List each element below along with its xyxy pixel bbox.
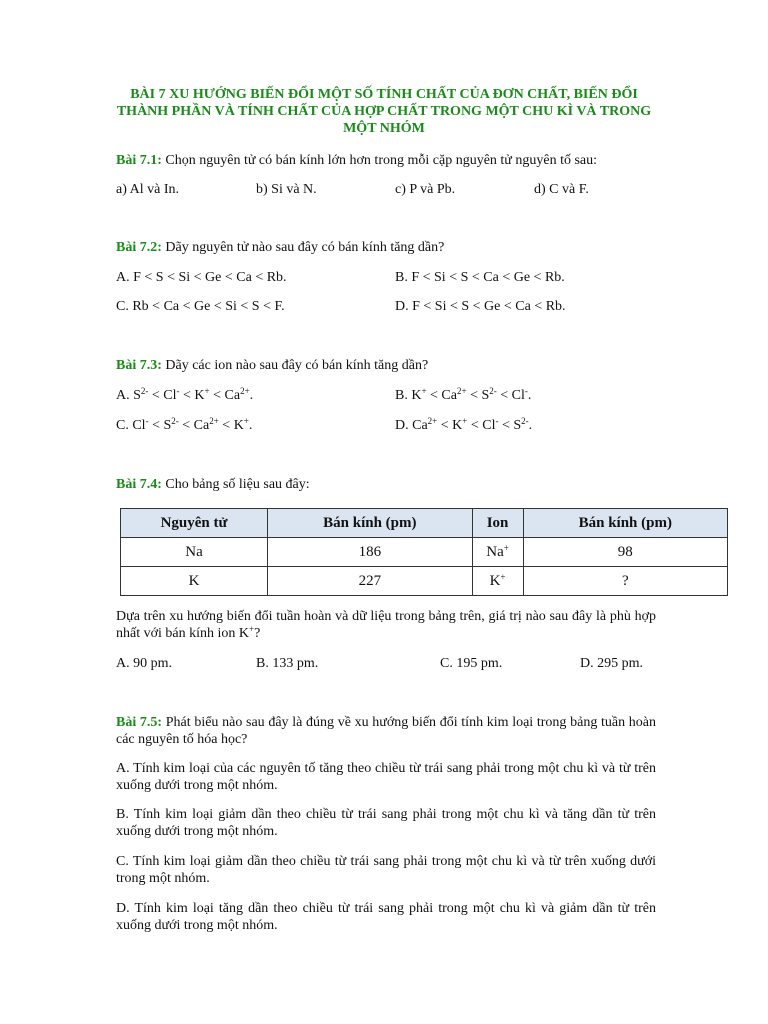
question-label: Bài 7.2: — [116, 240, 162, 255]
option-7-5-d: D. Tính kim loại tăng dần theo chiều từ trái sang phải trong một chu kì và giảm dần từ trên xuống dưới trong một nhóm. — [116, 901, 656, 933]
table-cell: K — [121, 567, 268, 596]
option-7-1-d: d) C và F. — [534, 182, 589, 197]
question-label: Bài 7.5: — [116, 715, 163, 730]
option-7-3-a: A. $S^{2-} < Cl^- < K^+ < Ca^{2+}$. — [116, 386, 254, 403]
question-7-4 — [116, 476, 310, 493]
question-7-5 — [116, 714, 656, 748]
question-label: Bài 7.3: — [116, 358, 162, 373]
option-7-5-b: B. Tính kim loại giảm dần theo chiều từ trái sang phải trong một chu kì và tăng dần từ trên xuống dưới trong một nhóm. — [116, 807, 656, 839]
option-7-1-a: a) Al và In. — [116, 182, 179, 197]
option-7-3-b: B. $K^+ < Ca^{2+} < S^{2-} < Cl^-$. — [395, 386, 532, 403]
table-header: Ion — [472, 509, 523, 538]
option-7-4-b: B. 133 pm. — [256, 656, 319, 671]
table-cell: 98 — [523, 538, 727, 567]
question-text: Chọn nguyên tử có bán kính lớn hơn trong mỗi cặp nguyên tử nguyên tố sau: — [161, 153, 598, 168]
question-7-4-prompt: Dựa trên xu hướng biến đổi tuần hoàn và dữ liệu trong bảng trên, giá trị nào sau đây là phù hợp nhất với bán kính ion K+? — [116, 609, 656, 641]
question-text: Dãy các ion nào sau đây có bán kính tăng dần? — [161, 358, 429, 373]
question-text: Cho bảng số liệu sau đây: — [161, 477, 310, 492]
table-cell: K+ — [472, 567, 523, 596]
question-text: Phát biểu nào sau đây là đúng về xu hướng biến đổi tính kim loại trong bảng tuần hoàn các nguyên tố hóa học? — [116, 715, 656, 747]
table-cell: Na+ — [472, 538, 523, 567]
table-header: Bán kính (pm) — [523, 509, 727, 538]
option-7-1-b: b) Si và N. — [256, 182, 317, 197]
option-7-3-c: C. $Cl^- < S^{2-} < Ca^{2+} < K^+$. — [116, 416, 253, 433]
table-row — [121, 538, 728, 567]
question-7-2 — [116, 239, 444, 256]
table-header: Bán kính (pm) — [268, 509, 472, 538]
question-7-3 — [116, 357, 428, 374]
option-7-4-d: D. 295 pm. — [580, 656, 643, 671]
table-row — [121, 567, 728, 596]
table-cell: 227 — [268, 567, 472, 596]
option-7-4-a: A. 90 pm. — [116, 656, 172, 671]
radius-table — [120, 508, 728, 596]
question-text: Dãy nguyên tử nào sau đây có bán kính tăng dần? — [161, 240, 445, 255]
question-label: Bài 7.4: — [116, 477, 162, 492]
option-7-5-a: A. Tính kim loại của các nguyên tố tăng theo chiều từ trái sang phải trong một chu kì và từ trên xuống dưới trong một nhóm. — [116, 761, 656, 793]
table-header-row — [121, 509, 728, 538]
question-label: Bài 7.1: — [116, 153, 162, 168]
option-7-2-a: A. F < S < Si < Ge < Ca < Rb. — [116, 270, 287, 285]
option-7-5-c: C. Tính kim loại giảm dần theo chiều từ trái sang phải trong một chu kì và từ trên xuống dưới trong một nhóm. — [116, 854, 656, 886]
lesson-title: BÀI 7 XU HƯỚNG BIẾN ĐỔI MỘT SỐ TÍNH CHẤT CỦA ĐƠN CHẤT, BIẾN ĐỔI THÀNH PHẦN VÀ TÍNH CHẤT CỦA HỢP CHẤT TRONG MỘT CHU KÌ VÀ TRONG MỘT NHÓM — [116, 87, 652, 136]
table-cell: ? — [523, 567, 727, 596]
option-7-2-c: C. Rb < Ca < Ge < Si < S < F. — [116, 299, 285, 314]
option-7-3-d: D. $Ca^{2+} < K^+ < Cl^- < S^{2-}$. — [395, 416, 533, 433]
table-cell: Na — [121, 538, 268, 567]
option-7-4-c: C. 195 pm. — [440, 656, 503, 671]
option-7-1-c: c) P và Pb. — [395, 182, 456, 197]
option-7-2-d: D. F < Si < S < Ge < Ca < Rb. — [395, 299, 566, 314]
question-7-1 — [116, 152, 597, 169]
option-7-2-b: B. F < Si < S < Ca < Ge < Rb. — [395, 270, 565, 285]
table-header: Nguyên tử — [121, 509, 268, 538]
table-cell: 186 — [268, 538, 472, 567]
